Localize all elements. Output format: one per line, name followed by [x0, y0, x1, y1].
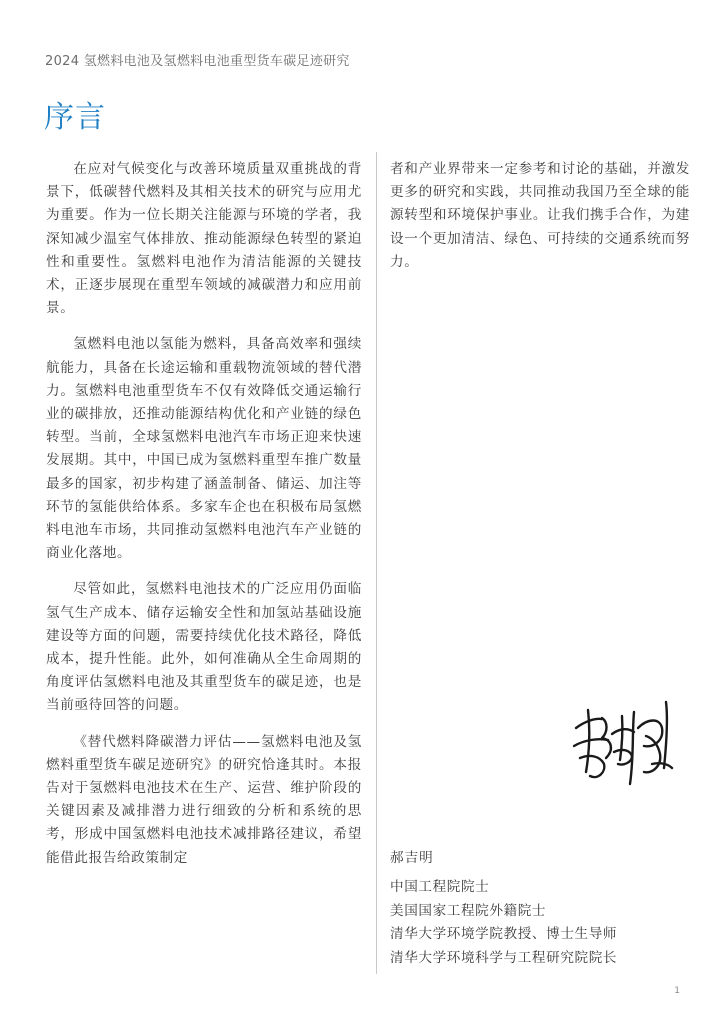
column-divider: [376, 152, 377, 974]
author-title-item: 清华大学环境学院教授、博士生导师: [390, 926, 618, 943]
page-number: 1: [674, 986, 680, 996]
running-header: 2024 氢燃料电池及氢燃料电池重型货车碳足迹研究: [45, 54, 350, 69]
body-paragraph-continued: 者和产业界带来一定参考和讨论的基础，并激发更多的研究和实践，共同推动我国乃至全球的能源转型和环境保护事业。让我们携手合作，为建设一个更加清洁、绿色、可持续的交通系统而努力。: [390, 161, 690, 270]
handwritten-signature: [568, 688, 678, 798]
author-title-item: 美国国家工程院外籍院士: [390, 902, 547, 919]
author-title-item: 中国工程院院士: [390, 879, 490, 895]
author-titles: [390, 876, 690, 970]
body-paragraph: 氢燃料电池以氢能为燃料，具备高效率和强续航能力，具备在长途运输和重载物流领域的替代潜力。氢燃料电池重型货车不仅有效降低交通运输行业的碳排放，还推动能源结构优化和产业链的绿色转型。当前，全球氢燃料电池汽车市场正迎来快速发展期。其中，中国已成为氢燃料重型车推广数量最多的国家，初步构建了涵盖制备、储运、加注等环节的氢能供给体系。多家车企也在积极布局氢燃料电池车市场，共同推动氢燃料电池汽车产业链的商业化落地。: [46, 336, 362, 562]
body-paragraph: 《替代燃料降碳潜力评估——氢燃料电池及氢燃料重型货车碳足迹研究》的研究恰逢其时。本报告对于氢燃料电池技术在生产、运营、维护阶段的关键因素及减排潜力进行细致的分析和系统的思考，形成中国氢燃料电池技术减排路径建议，希望能借此报告给政策制定: [46, 733, 362, 866]
author-name: 郝吉明: [390, 850, 434, 866]
page-title: 序言: [44, 100, 106, 135]
body-paragraph: 在应对气候变化与改善环境质量双重挑战的背景下，低碳替代燃料及其相关技术的研究与应用尤为重要。作为一位长期关注能源与环境的学者，我深知减少温室气体排放、推动能源绿色转型的紧迫性和重要性。氢燃料电池作为清洁能源的关键技术，正逐步展现在重型车领域的减碳潜力和应用前景。: [46, 161, 362, 317]
left-column: [46, 158, 362, 883]
body-paragraph: 尽管如此，氢燃料电池技术的广泛应用仍面临氢气生产成本、储存运输安全性和加氢站基础设施建设等方面的问题，需要持续优化技术路径，降低成本，提升性能。此外，如何准确从全生命周期的角度评估氢燃料电池及其重型货车的碳足迹，也是当前亟待回答的问题。: [46, 581, 362, 714]
author-title-item: 清华大学环境科学与工程研究院院长: [390, 949, 618, 966]
right-column: [390, 158, 690, 274]
